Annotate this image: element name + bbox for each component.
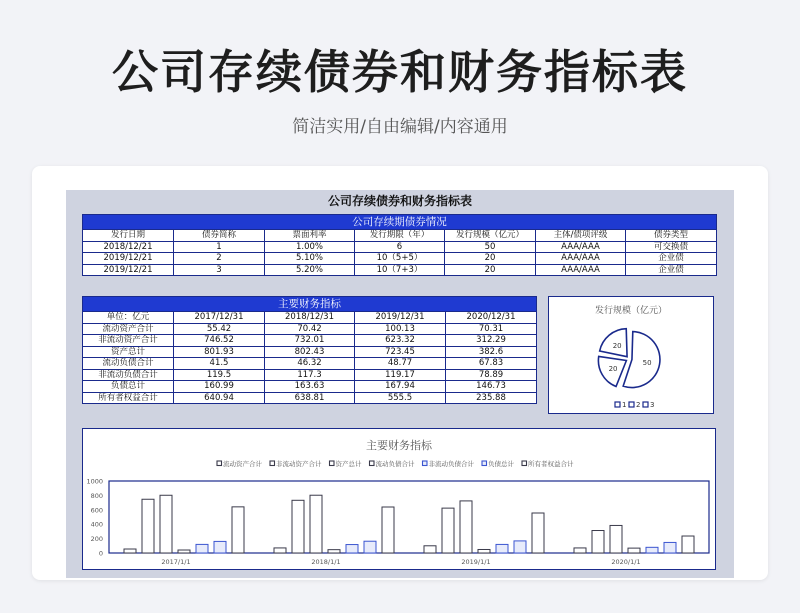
- bar-mark: [532, 513, 544, 553]
- financial-table-cell: 117.3: [265, 369, 355, 381]
- financial-table-cell: 67.83: [446, 358, 537, 370]
- financial-table-cell: 70.42: [265, 323, 355, 335]
- bond-table-cell: 10（7+3）: [355, 264, 445, 276]
- financial-table-cell: 555.5: [355, 392, 446, 404]
- financial-table-column-header: 2020/12/31: [446, 312, 537, 324]
- financial-table-row: [83, 358, 537, 370]
- financial-table-cell: 所有者权益合计: [83, 392, 174, 404]
- bar-legend-label: 非流动负债合计: [428, 460, 474, 468]
- bond-table-column-header: 主体/债项评级: [536, 230, 626, 242]
- bar-x-tick-label: 2017/1/1: [161, 558, 191, 566]
- financial-table-column-header: 单位：亿元: [83, 312, 174, 324]
- financial-table-cell: 资产总计: [83, 346, 174, 358]
- pie-slice: [623, 332, 660, 388]
- pie-data-label: 20: [608, 365, 618, 374]
- pie-data-label: 50: [642, 359, 652, 368]
- bar-legend-label: 负债总计: [488, 460, 514, 468]
- financial-table-cell: 640.94: [174, 392, 265, 404]
- bar-y-tick-label: 0: [98, 549, 103, 558]
- bond-table-cell: AAA/AAA: [536, 253, 626, 265]
- financial-table-cell: 48.77: [355, 358, 446, 370]
- financial-table-cell: 55.42: [174, 323, 265, 335]
- financial-table-column-header: 2017/12/31: [174, 312, 265, 324]
- financial-table-cell: 638.81: [265, 392, 355, 404]
- financial-table-row: [83, 369, 537, 381]
- bond-table-cell: 1.00%: [265, 241, 355, 253]
- bar-legend-swatch: [217, 461, 222, 466]
- financial-table-row: [83, 381, 537, 393]
- bar-mark: [478, 549, 490, 553]
- bond-table-cell: AAA/AAA: [536, 241, 626, 253]
- financial-table-cell: 746.52: [174, 335, 265, 347]
- bond-table-cell: 2019/12/21: [83, 264, 174, 276]
- bar-legend-swatch: [482, 461, 487, 466]
- financial-table-cell: 70.31: [446, 323, 537, 335]
- bar-mark: [424, 546, 436, 553]
- financial-table-cell: 负债总计: [83, 381, 174, 393]
- bar-mark: [124, 549, 136, 553]
- bar-mark: [160, 495, 172, 553]
- pie-legend-swatch: [643, 402, 648, 407]
- pie-chart-title: 发行规模（亿元）: [594, 306, 668, 316]
- bar-chart-panel: [82, 428, 716, 570]
- bar-mark: [592, 531, 604, 553]
- bar-mark: [646, 547, 658, 553]
- financial-table-cell: 801.93: [174, 346, 265, 358]
- financial-table-row: [83, 392, 537, 404]
- financial-table-column-header: 2019/12/31: [355, 312, 446, 324]
- bar-legend-swatch: [370, 461, 375, 466]
- financial-table-cell: 流动负债合计: [83, 358, 174, 370]
- bond-table-column-header: 发行日期: [83, 230, 174, 242]
- bond-table-column-header: 发行期限（年）: [355, 230, 445, 242]
- financial-table-cell: 802.43: [265, 346, 355, 358]
- bar-mark: [310, 495, 322, 553]
- bond-table-cell: 20: [445, 264, 536, 276]
- bar-legend-label: 流动资产合计: [223, 460, 262, 468]
- financial-table-cell: 167.94: [355, 381, 446, 393]
- financial-table-cell: 732.01: [265, 335, 355, 347]
- bond-table-column-header: 债券简称: [174, 230, 265, 242]
- bar-chart: [83, 429, 715, 569]
- bar-mark: [664, 542, 676, 553]
- bond-table-cell: 1: [174, 241, 265, 253]
- bar-mark: [346, 545, 358, 553]
- financial-table-cell: 623.32: [355, 335, 446, 347]
- bond-table-cell: 2: [174, 253, 265, 265]
- bond-table-column-header: 票面利率: [265, 230, 355, 242]
- financial-table-cell: 163.63: [265, 381, 355, 393]
- financial-table: [82, 296, 537, 404]
- financial-table-cell: 235.88: [446, 392, 537, 404]
- bond-table-cell: 企业债: [626, 253, 717, 265]
- bar-chart-title: 主要财务指标: [366, 439, 432, 452]
- financial-table-row: [83, 323, 537, 335]
- financial-table-cell: 146.73: [446, 381, 537, 393]
- financial-table-title: 主要财务指标: [83, 297, 537, 312]
- bond-table-cell: 6: [355, 241, 445, 253]
- bar-mark: [682, 536, 694, 553]
- financial-table-column-header: 2018/12/31: [265, 312, 355, 324]
- bar-mark: [574, 548, 586, 553]
- bar-mark: [610, 525, 622, 553]
- page-subtitle: 简洁实用/自由编辑/内容通用: [292, 117, 508, 137]
- bond-table-cell: 3: [174, 264, 265, 276]
- bar-mark: [628, 548, 640, 553]
- financial-table-header-row: [83, 312, 537, 324]
- bond-table-cell: 2019/12/21: [83, 253, 174, 265]
- bar-y-tick-label: 400: [90, 520, 103, 529]
- bond-table-cell: 5.20%: [265, 264, 355, 276]
- financial-table-cell: 723.45: [355, 346, 446, 358]
- bar-mark: [328, 550, 340, 553]
- bar-y-tick-label: 600: [90, 506, 103, 515]
- pie-legend-label: 2: [636, 401, 641, 409]
- bar-legend-swatch: [270, 461, 275, 466]
- bar-legend-label: 所有者权益合计: [528, 460, 574, 468]
- bond-table-header-row: [83, 230, 717, 242]
- bar-mark: [496, 544, 508, 553]
- financial-table-cell: 312.29: [446, 335, 537, 347]
- financial-table-cell: 非流动负债合计: [83, 369, 174, 381]
- financial-table-cell: 流动资产合计: [83, 323, 174, 335]
- pie-chart-panel: [548, 296, 714, 414]
- bar-mark: [214, 541, 226, 553]
- financial-table-row: [83, 335, 537, 347]
- financial-table-cell: 非流动资产合计: [83, 335, 174, 347]
- financial-table-cell: 78.89: [446, 369, 537, 381]
- bond-table-cell: 50: [445, 241, 536, 253]
- bond-table-cell: AAA/AAA: [536, 264, 626, 276]
- bond-table-column-header: 债券类型: [626, 230, 717, 242]
- bond-table-row: [83, 264, 717, 276]
- financial-table-cell: 41.5: [174, 358, 265, 370]
- bar-mark: [292, 500, 304, 553]
- bar-mark: [514, 541, 526, 553]
- pie-data-label: 20: [612, 341, 622, 350]
- bar-mark: [364, 541, 376, 553]
- financial-table-cell: 46.32: [265, 358, 355, 370]
- bond-table-row: [83, 253, 717, 265]
- bar-mark: [232, 507, 244, 553]
- bond-table-cell: 5.10%: [265, 253, 355, 265]
- bar-mark: [442, 508, 454, 553]
- pie-chart: [549, 297, 713, 413]
- bar-legend-swatch: [423, 461, 428, 466]
- bar-legend-label: 流动负债合计: [375, 460, 415, 468]
- bond-table: [82, 214, 717, 276]
- bar-mark: [460, 501, 472, 553]
- bond-table-column-header: 发行规模（亿元）: [445, 230, 536, 242]
- bar-legend-swatch: [522, 461, 527, 466]
- financial-table-cell: 160.99: [174, 381, 265, 393]
- financial-table-cell: 382.6: [446, 346, 537, 358]
- bond-table-row: [83, 241, 717, 253]
- bar-x-tick-label: 2018/1/1: [311, 558, 341, 566]
- bar-y-tick-label: 200: [90, 535, 103, 544]
- financial-table-cell: 119.17: [355, 369, 446, 381]
- bond-table-title: 公司存续期债券情况: [83, 215, 717, 230]
- bar-x-tick-label: 2019/1/1: [461, 558, 491, 566]
- bar-mark: [274, 548, 286, 553]
- financial-table-row: [83, 346, 537, 358]
- pie-legend-label: 1: [622, 401, 627, 409]
- pie-legend-swatch: [615, 402, 620, 407]
- bar-mark: [178, 550, 190, 553]
- bond-table-cell: 10（5+5）: [355, 253, 445, 265]
- bar-y-tick-label: 1000: [86, 477, 103, 486]
- bond-table-cell: 可交换债: [626, 241, 717, 253]
- bar-mark: [196, 544, 208, 553]
- bond-table-cell: 2018/12/21: [83, 241, 174, 253]
- bar-mark: [382, 507, 394, 553]
- bar-legend-label: 非流动资产合计: [276, 460, 322, 468]
- page-title: 公司存续债券和财务指标表: [112, 45, 688, 99]
- financial-table-cell: 119.5: [174, 369, 265, 381]
- bar-y-tick-label: 800: [90, 491, 103, 500]
- bar-legend-swatch: [330, 461, 335, 466]
- bond-table-cell: 企业债: [626, 264, 717, 276]
- bar-legend-label: 资产总计: [335, 460, 362, 468]
- pie-legend-label: 3: [650, 401, 655, 409]
- pie-legend-swatch: [629, 402, 634, 407]
- bar-x-tick-label: 2020/1/1: [611, 558, 641, 566]
- sheet-title: 公司存续债券和财务指标表: [327, 194, 472, 208]
- bar-mark: [142, 499, 154, 553]
- bond-table-cell: 20: [445, 253, 536, 265]
- financial-table-cell: 100.13: [355, 323, 446, 335]
